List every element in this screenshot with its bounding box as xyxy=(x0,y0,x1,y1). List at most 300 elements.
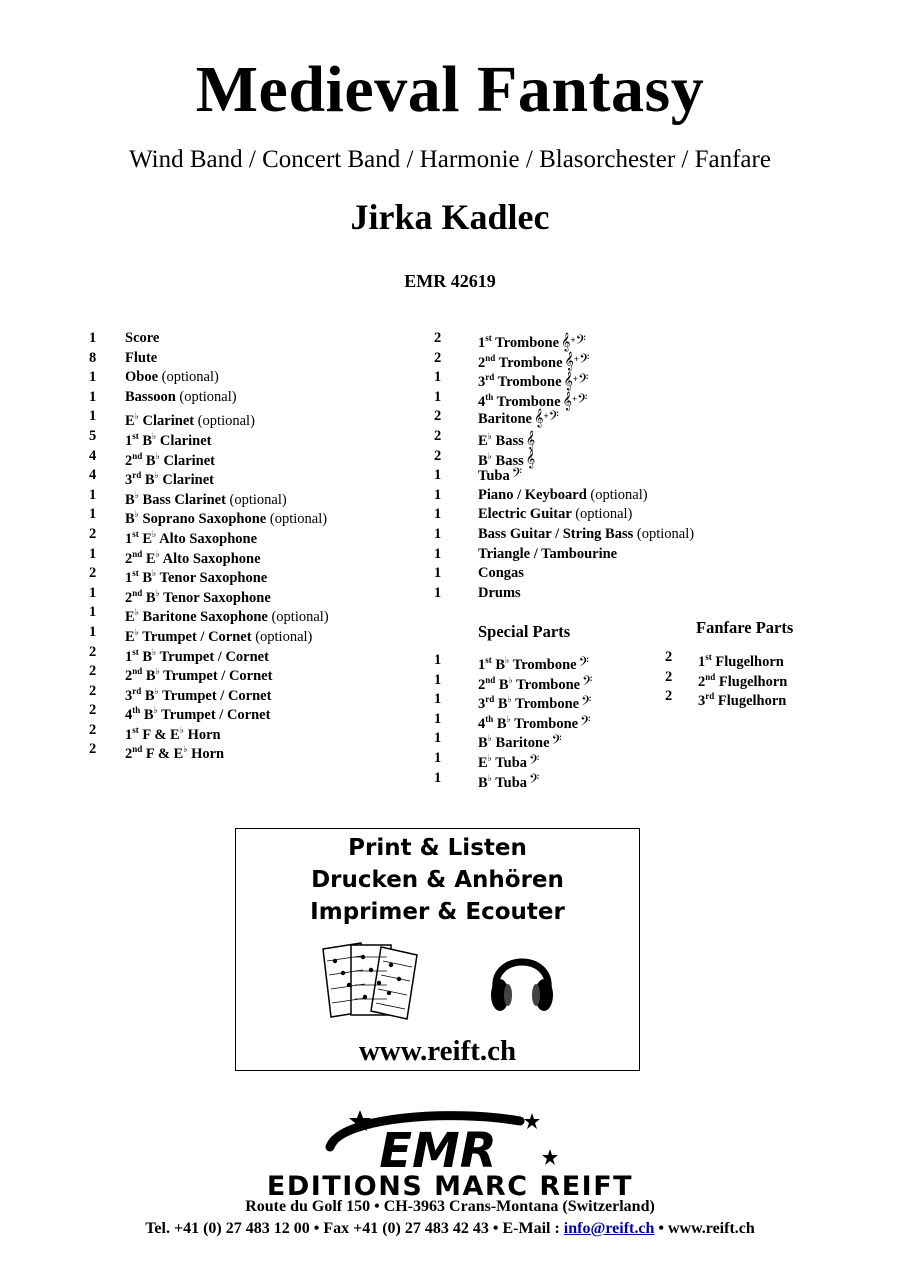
promo-line-german: Drucken & Anhören xyxy=(311,867,564,893)
part-row xyxy=(89,643,419,663)
optional-label: (optional) xyxy=(636,525,695,542)
part-name-text: ♭ xyxy=(134,607,139,618)
part-row xyxy=(434,690,684,713)
bass-clef-icon: 𝄢 xyxy=(580,714,591,732)
part-row xyxy=(665,668,865,688)
part-row xyxy=(434,388,734,408)
part-quantity: 2 xyxy=(434,349,442,366)
part-row xyxy=(89,701,419,724)
part-name-text: B xyxy=(142,667,156,684)
bass-clef-icon: 𝄢 xyxy=(529,773,540,791)
part-name xyxy=(478,564,524,584)
part-name-text: B xyxy=(493,715,507,732)
part-row xyxy=(434,545,734,565)
part-quantity: 1 xyxy=(434,369,442,386)
part-row xyxy=(89,584,419,604)
part-name-text: ♭ xyxy=(487,450,492,461)
bass-clef-icon: 𝄢 xyxy=(581,695,592,713)
treble-clef-icon: 𝄞 xyxy=(562,392,573,410)
part-row xyxy=(89,564,419,584)
part-name-text: ♭ xyxy=(507,694,512,705)
part-row xyxy=(434,407,734,427)
part-quantity: 1 xyxy=(434,671,442,688)
part-quantity: 1 xyxy=(434,388,442,405)
part-row xyxy=(89,466,419,486)
part-name-text: ♭ xyxy=(152,528,157,539)
part-name-text: 1 xyxy=(125,432,133,449)
part-name-text: Flute xyxy=(125,349,158,366)
part-name-text: ♭ xyxy=(134,489,139,500)
part-name-text: 2 xyxy=(125,452,133,469)
clef-symbols xyxy=(529,772,539,792)
part-name-text: ♭ xyxy=(487,772,492,783)
part-quantity: 1 xyxy=(89,584,97,601)
part-name-text: Baritone xyxy=(478,411,532,428)
part-name-text: st xyxy=(132,646,139,657)
part-name-text: ♭ xyxy=(183,744,188,755)
part-name-text: Tuba xyxy=(491,754,528,771)
part-name-text: Piano / Keyboard xyxy=(478,486,591,503)
part-name-text: B xyxy=(141,471,155,488)
part-row xyxy=(434,564,734,584)
part-name-text: Alto Saxophone xyxy=(159,550,261,567)
plus-sign: + xyxy=(573,374,579,385)
part-quantity: 2 xyxy=(89,643,97,660)
part-name-text: Baritone Saxophone xyxy=(138,609,272,626)
part-name xyxy=(478,584,521,604)
part-name-text: Clarinet xyxy=(138,413,198,430)
treble-clef-icon: 𝄞 xyxy=(563,373,573,391)
part-name-text: Soprano Saxophone xyxy=(138,511,270,528)
part-quantity: 1 xyxy=(89,506,97,523)
part-name-text: Bassoon xyxy=(125,388,180,405)
optional-label: (optional) xyxy=(161,369,219,386)
part-name-text: 2 xyxy=(478,354,486,371)
part-row xyxy=(89,603,419,626)
part-name-text: ♭ xyxy=(134,411,139,422)
part-quantity: 1 xyxy=(434,749,442,766)
part-name-text: Tuba xyxy=(491,774,528,791)
part-row xyxy=(89,505,419,528)
part-row xyxy=(434,368,734,391)
treble-clef-icon: 𝄞 xyxy=(525,431,536,449)
part-name-text: Trombone xyxy=(512,676,581,693)
part-name-text: 1 xyxy=(125,648,133,665)
part-name-text: rd xyxy=(132,685,142,696)
subtitle: Wind Band / Concert Band / Harmonie / Blasorchester / Fanfare xyxy=(129,146,771,173)
bass-clef-icon: 𝄢 xyxy=(579,353,590,371)
part-name-text: th xyxy=(485,391,494,402)
promo-website: www.reift.ch xyxy=(358,1035,517,1067)
part-row xyxy=(434,525,734,545)
part-name-text: B xyxy=(142,452,156,469)
part-name xyxy=(698,687,786,711)
part-quantity: 2 xyxy=(434,330,442,346)
optional-label: (optional) xyxy=(575,506,633,523)
part-name-text: 2 xyxy=(125,550,133,567)
part-name-text: nd xyxy=(132,744,143,755)
part-name-text: Bass xyxy=(491,452,524,469)
part-quantity: 1 xyxy=(434,584,442,601)
part-name-text: ♭ xyxy=(152,430,157,441)
bass-clef-icon: 𝄢 xyxy=(578,373,589,391)
promo-line-french: Imprimer & Ecouter xyxy=(310,899,565,925)
part-name-text: B xyxy=(495,676,509,693)
part-name xyxy=(478,525,694,545)
part-name-text: ♭ xyxy=(508,674,513,685)
part-quantity: 1 xyxy=(434,730,442,747)
part-quantity: 1 xyxy=(89,369,97,386)
part-name-text: ♭ xyxy=(154,685,159,696)
part-name-text: B xyxy=(138,432,153,449)
part-row xyxy=(434,329,734,349)
part-name-text: ♭ xyxy=(152,646,157,657)
part-row xyxy=(434,729,684,752)
part-quantity: 1 xyxy=(434,506,442,523)
part-name-text: E xyxy=(125,413,135,430)
part-name-text: Trombone xyxy=(510,715,579,732)
part-quantity: 2 xyxy=(434,447,442,464)
part-row xyxy=(89,427,419,447)
part-name-text: B xyxy=(494,696,508,713)
plus-sign: + xyxy=(574,354,580,365)
part-name-text: th xyxy=(132,705,141,716)
part-name-text: 3 xyxy=(478,696,486,713)
treble-clef-icon: 𝄞 xyxy=(533,410,544,428)
part-quantity: 2 xyxy=(89,565,97,582)
part-name-text: E xyxy=(478,754,488,771)
bass-clef-icon: 𝄢 xyxy=(551,734,562,752)
plus-sign: + xyxy=(543,411,549,422)
part-name-text: Trombone xyxy=(491,334,560,351)
part-quantity: 2 xyxy=(89,682,97,699)
part-name-text: E xyxy=(138,530,153,547)
part-name-text: Clarinet xyxy=(156,432,212,449)
part-name-text: Trombone xyxy=(509,656,577,673)
promo-line-english: Print & Listen xyxy=(348,835,527,861)
part-row xyxy=(665,687,865,710)
part-name-text: 3 xyxy=(125,471,133,488)
part-row xyxy=(89,388,419,408)
part-name-text: Trombone xyxy=(511,696,580,713)
part-row xyxy=(89,545,419,565)
part-name xyxy=(125,388,237,408)
part-quantity: 1 xyxy=(89,604,97,621)
part-name-text: B xyxy=(491,656,506,673)
part-name-text: Triangle / Tambourine xyxy=(478,545,618,562)
contact-website: • www.reift.ch xyxy=(654,1220,755,1237)
parts-list-left xyxy=(89,329,419,763)
part-name-text: 4 xyxy=(125,707,133,724)
special-parts-list xyxy=(434,651,684,791)
part-row xyxy=(434,427,734,447)
part-name-text: nd xyxy=(132,450,143,461)
part-name-text: nd xyxy=(132,548,143,559)
part-name-text: 2 xyxy=(478,676,486,693)
part-name-text: Trombone xyxy=(495,354,563,371)
part-name-text: B xyxy=(138,648,153,665)
part-name-text: ♭ xyxy=(134,509,139,520)
part-name-text: ♭ xyxy=(155,587,160,598)
part-name xyxy=(478,545,617,565)
optional-label: (optional) xyxy=(269,511,328,528)
optional-label: (optional) xyxy=(590,486,648,503)
part-quantity: 1 xyxy=(89,545,97,562)
part-name-text: 3 xyxy=(125,687,133,704)
part-name-text: F & E xyxy=(138,726,180,743)
part-name xyxy=(125,740,224,764)
part-quantity: 2 xyxy=(89,702,97,719)
part-quantity: 5 xyxy=(89,427,97,444)
part-name-text: 2 xyxy=(698,673,706,690)
treble-clef-icon: 𝄞 xyxy=(561,333,571,351)
bass-clef-icon: 𝄢 xyxy=(577,392,588,410)
part-name-text: Trumpet / Cornet xyxy=(159,667,273,684)
part-name-text: rd xyxy=(705,691,715,702)
part-quantity: 1 xyxy=(434,525,442,542)
part-name-text: 1 xyxy=(125,530,133,547)
part-quantity: 1 xyxy=(434,486,442,503)
part-name-text: nd xyxy=(485,352,496,363)
part-name-text: B xyxy=(125,491,135,508)
part-name-text: nd xyxy=(132,666,143,677)
clef-symbols xyxy=(534,407,559,429)
part-quantity: 2 xyxy=(89,741,97,758)
part-row xyxy=(89,682,419,702)
part-name-text: B xyxy=(141,687,155,704)
part-name-text: ♭ xyxy=(155,548,160,559)
clef-symbols xyxy=(512,466,522,486)
part-name-text: 1 xyxy=(478,334,486,351)
part-row xyxy=(434,505,734,525)
part-name-text: ♭ xyxy=(134,626,139,637)
parts-list-middle xyxy=(434,329,734,603)
part-row xyxy=(89,486,419,506)
part-row xyxy=(89,525,419,545)
part-name-text: Congas xyxy=(478,565,524,582)
part-row xyxy=(434,749,684,769)
part-name-text: ♭ xyxy=(153,705,158,716)
optional-label: (optional) xyxy=(255,628,313,645)
part-quantity: 2 xyxy=(89,525,97,542)
part-row xyxy=(665,648,865,668)
part-name-text: Drums xyxy=(478,584,521,601)
part-name-text: B xyxy=(140,707,154,724)
optional-label: (optional) xyxy=(229,491,287,508)
part-quantity: 4 xyxy=(89,467,97,484)
part-quantity: 8 xyxy=(89,349,97,366)
part-name-text: 1 xyxy=(698,653,706,670)
part-name xyxy=(125,368,219,388)
part-name-text: E xyxy=(125,609,135,626)
part-quantity: 2 xyxy=(89,721,97,738)
part-name-text: Flugelhorn xyxy=(714,693,787,710)
part-name-text: 2 xyxy=(125,667,133,684)
part-name-text: ♭ xyxy=(155,666,160,677)
part-quantity: 2 xyxy=(434,408,442,425)
part-name-text: rd xyxy=(132,470,142,481)
headphones-icon xyxy=(486,937,558,1017)
part-quantity: 1 xyxy=(89,388,97,405)
part-name-text: B xyxy=(478,735,488,752)
part-row xyxy=(89,407,419,430)
part-name-text: Tenor Saxophone xyxy=(156,569,268,586)
page-title: Medieval Fantasy xyxy=(195,53,705,126)
part-name-text: ♭ xyxy=(487,430,492,441)
part-quantity: 4 xyxy=(89,447,97,464)
part-quantity: 1 xyxy=(434,652,442,668)
part-name-text: ♭ xyxy=(155,450,160,461)
part-row xyxy=(434,769,684,789)
part-name-text: ♭ xyxy=(505,655,510,665)
part-name-text: Alto Saxophone xyxy=(156,530,258,547)
part-name-text: 3 xyxy=(698,693,706,710)
part-name-text: B xyxy=(478,774,488,791)
part-name-text: E xyxy=(125,628,135,645)
part-name-text: Flugelhorn xyxy=(711,653,784,670)
optional-label: (optional) xyxy=(179,388,237,405)
part-quantity: 1 xyxy=(434,565,442,582)
part-name-text: rd xyxy=(485,694,495,705)
part-name-text: st xyxy=(132,568,139,579)
part-name-text: st xyxy=(132,724,139,735)
part-name xyxy=(125,329,159,349)
part-name-text: st xyxy=(132,528,139,539)
part-name-text: th xyxy=(485,713,494,724)
part-name-text: nd xyxy=(705,671,716,682)
part-name-text: Trumpet / Cornet xyxy=(138,628,256,645)
part-name-text: ♭ xyxy=(487,733,492,744)
treble-clef-icon: 𝄞 xyxy=(525,451,536,469)
part-row xyxy=(89,368,419,388)
part-name-text: Clarinet xyxy=(158,471,214,488)
part-name-text: B xyxy=(478,452,488,469)
part-name-text: st xyxy=(485,333,492,343)
optional-label: (optional) xyxy=(197,413,255,430)
print-listen-box xyxy=(235,828,640,1071)
part-quantity: 1 xyxy=(434,710,442,727)
part-name-text: 2 xyxy=(125,746,133,763)
publisher-contact xyxy=(0,1219,900,1239)
part-name-text: F & E xyxy=(142,746,184,763)
part-name-text: st xyxy=(705,652,712,662)
part-row xyxy=(434,671,684,691)
part-quantity: 1 xyxy=(89,330,97,346)
part-quantity: 2 xyxy=(665,688,673,705)
part-name-text: ♭ xyxy=(152,568,157,579)
part-quantity: 1 xyxy=(89,623,97,640)
part-name-text: Horn xyxy=(187,746,225,763)
part-name-text: E xyxy=(478,432,488,449)
part-name-text: Baritone xyxy=(491,735,550,752)
part-name-text: nd xyxy=(132,587,143,598)
part-name xyxy=(478,486,648,506)
catalog-number: EMR 42619 xyxy=(404,271,496,291)
part-row xyxy=(89,721,419,741)
part-name-text: Trumpet / Cornet xyxy=(157,707,271,724)
part-name-text: Horn xyxy=(183,726,221,743)
part-quantity: 1 xyxy=(434,691,442,708)
part-name-text: st xyxy=(132,430,139,441)
part-quantity: 2 xyxy=(434,427,442,444)
bass-clef-icon: 𝄢 xyxy=(578,655,589,673)
part-quantity: 1 xyxy=(434,467,442,484)
part-name-text: Bass xyxy=(491,432,524,449)
part-name-text: Bass Clarinet xyxy=(138,491,230,508)
part-quantity: 1 xyxy=(89,408,97,425)
treble-clef-icon: 𝄞 xyxy=(564,353,575,371)
svg-text:EMR: EMR xyxy=(379,1123,497,1177)
part-row xyxy=(89,329,419,349)
part-name xyxy=(478,769,539,793)
part-name-text: Flugelhorn xyxy=(715,673,788,690)
part-name-text: B xyxy=(138,569,153,586)
part-name-text: 1 xyxy=(125,569,133,586)
part-name xyxy=(125,349,157,369)
bass-clef-icon: 𝄢 xyxy=(529,753,540,771)
part-row xyxy=(89,740,419,763)
part-row xyxy=(434,584,734,604)
fanfare-parts-list xyxy=(665,648,865,710)
part-name-text: 4 xyxy=(478,393,486,410)
special-parts-heading: Special Parts xyxy=(478,622,571,641)
part-quantity: 2 xyxy=(89,663,97,680)
part-row xyxy=(89,349,419,369)
part-name xyxy=(478,505,632,525)
part-quantity: 2 xyxy=(665,649,673,665)
part-name-text: 4 xyxy=(478,715,486,732)
part-row xyxy=(434,486,734,506)
composer-name: Jirka Kadlec xyxy=(350,197,550,237)
part-name-text: 3 xyxy=(478,374,486,391)
part-name-text: 1 xyxy=(125,726,133,743)
plus-sign: + xyxy=(572,393,578,404)
part-name-text: st xyxy=(485,655,492,665)
part-name-text: Electric Guitar xyxy=(478,506,576,523)
part-name-text: Bass Guitar / String Bass xyxy=(478,525,637,542)
part-name-text: E xyxy=(142,550,156,567)
part-row xyxy=(434,466,734,486)
part-name-text: Trombone xyxy=(494,374,562,391)
part-name-text: ♭ xyxy=(154,470,159,481)
part-row xyxy=(434,349,734,369)
part-row xyxy=(89,623,419,643)
part-row xyxy=(89,662,419,682)
part-name-text: 1 xyxy=(478,656,486,673)
optional-label: (optional) xyxy=(271,609,329,626)
part-name-text: 2 xyxy=(125,589,133,606)
part-name-text: ♭ xyxy=(487,752,492,763)
fanfare-parts-heading: Fanfare Parts xyxy=(696,618,794,637)
bass-clef-icon: 𝄢 xyxy=(582,675,593,693)
part-row xyxy=(89,447,419,467)
email-link[interactable]: info@reift.ch xyxy=(563,1220,655,1237)
bass-clef-icon: 𝄢 xyxy=(511,467,523,485)
part-quantity: 1 xyxy=(434,769,442,786)
bass-clef-icon: 𝄢 xyxy=(548,410,559,428)
sheet-music-icon xyxy=(319,937,429,1022)
part-name-text: ♭ xyxy=(179,724,184,735)
part-quantity: 2 xyxy=(665,668,673,685)
bass-clef-icon: 𝄢 xyxy=(575,333,586,351)
part-name-text: nd xyxy=(485,674,496,685)
part-name-text: Tuba xyxy=(478,468,510,485)
part-name-text: rd xyxy=(485,372,495,383)
part-name-text: Trumpet / Cornet xyxy=(158,687,272,704)
part-row xyxy=(434,710,684,730)
plus-sign: + xyxy=(570,334,576,345)
part-name-text: B xyxy=(125,511,135,528)
